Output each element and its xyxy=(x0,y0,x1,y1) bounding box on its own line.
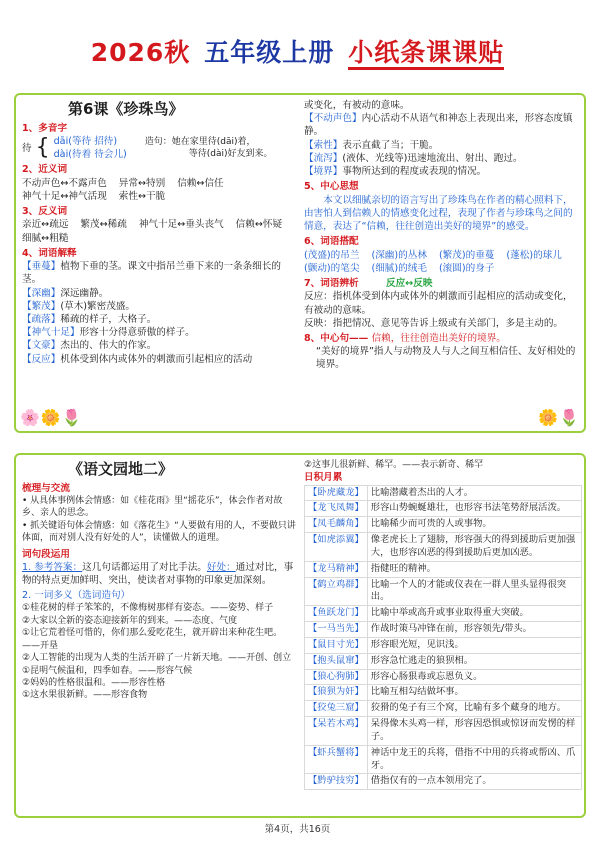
page-footer: 第4页，共16页 xyxy=(264,824,331,835)
synonym-item: 神气十足↔神气活现 xyxy=(22,190,107,202)
glossary-item xyxy=(22,300,298,313)
key-sentence-heading: 8、中心句—— xyxy=(304,332,369,344)
idiom-def: 形容心肠狠毒或忘恩负义。 xyxy=(367,669,581,685)
idiom-term: 【狼心狗肺】 xyxy=(305,669,368,685)
antonym-item: 亲近↔疏远 xyxy=(22,219,69,231)
flower-decoration-icon: 🌼🌷 xyxy=(538,408,580,427)
answer-benefit: 通过对比，事物的特点更加鲜明、突出，使读者对事物的印象更加深刻。 xyxy=(22,561,294,587)
answer-text: 这几句话都运用了对比手法。 xyxy=(82,561,207,573)
idiom-term: 【狡兔三窟】 xyxy=(305,701,368,717)
garden-right-column xyxy=(304,459,582,815)
idiom-def: 像老虎长上了翅膀，形容强大的得到援助后更加强大，也形容凶恶的得到援助后更加凶恶。 xyxy=(367,533,581,562)
glossary-item xyxy=(304,112,582,138)
idiom-def: 比喻中举或高升或事业取得重大突破。 xyxy=(367,606,581,622)
idiom-def: 比喻潜藏着杰出的人才。 xyxy=(367,485,581,501)
glossary-term: 【疏落】 xyxy=(22,313,61,325)
glossary-def: 表示直截了当；干脆。 xyxy=(342,139,439,151)
idiom-def: 借指仅有的一点本领用完了。 xyxy=(367,774,581,790)
table-row xyxy=(305,745,582,774)
words-heading: 词句段运用 xyxy=(22,548,70,560)
analysis-heading-row xyxy=(304,277,582,290)
idiom-term: 【龙马精神】 xyxy=(305,561,368,577)
synonyms-heading: 2、近义词 xyxy=(22,164,68,176)
brace-icon: { xyxy=(35,135,50,161)
glossary-term: 【神气十足】 xyxy=(22,327,80,339)
table-row xyxy=(305,622,582,638)
lesson6-right-column xyxy=(304,99,582,429)
glossary-item xyxy=(22,287,298,300)
idioms-table xyxy=(304,485,582,791)
glossary-term: 【深幽】 xyxy=(22,287,61,299)
garden-left-column xyxy=(22,459,298,815)
glossary-def: 杰出的、伟大的作家。 xyxy=(60,340,157,352)
antonym-item: 繁茂↔稀疏 xyxy=(80,219,127,231)
lesson6-title: 第6课《珍珠鸟》 xyxy=(68,100,184,118)
flower-decoration-icon: 🌸🌼🌷 xyxy=(20,408,83,427)
glossary-def: (液体、光线等)迅速地流出、射出、跑过。 xyxy=(342,152,523,164)
key-sentence-row xyxy=(304,332,582,345)
analysis-pair: 反应↔反映 xyxy=(386,278,433,290)
title-series: 小纸条课课贴 xyxy=(348,38,504,70)
idiom-def: 狡猾的兔子有三个窝，比喻有多个藏身的地方。 xyxy=(367,701,581,717)
table-row xyxy=(305,561,582,577)
page-title xyxy=(0,36,595,71)
glossary-def: 形容十分得意骄傲的样子。 xyxy=(79,327,195,339)
table-row xyxy=(305,701,582,717)
glossary-def: 稀疏的样子，大格子。 xyxy=(60,313,157,325)
glossary-def: 事物所达到的程度或表现的情况。 xyxy=(342,166,487,178)
example-sentence: ①昆明气候温和，四季如春。——形容气候 xyxy=(22,665,193,676)
glossary-term: 【反应】 xyxy=(22,353,61,365)
answer-label: 1. 参考答案： xyxy=(22,561,83,573)
glossary-term: 【索性】 xyxy=(304,139,343,151)
idiom-term: 【卧虎藏龙】 xyxy=(305,485,368,501)
idiom-term: 【凤毛麟角】 xyxy=(305,517,368,533)
analysis-text-1: 反应：指机体受到体内或体外的刺激而引起相应的活动或变化，有被动的意味。 xyxy=(304,291,573,316)
example-sentence: ①让它荒着怪可惜的，你们那么爱吃花生，就开辟出来种花生吧。——开垦 xyxy=(22,628,283,651)
garden-title: 《语文园地二》 xyxy=(68,460,174,478)
glossary-item xyxy=(22,313,298,326)
glossary-term: 【流泻】 xyxy=(304,152,343,164)
collocation-item: (深幽)的丛林 xyxy=(371,249,427,261)
exchange-bullet-1: • 从具体事例体会情感：如《桂花雨》里“摇花乐”，体会作者对故乡、亲人的思念。 xyxy=(22,495,283,519)
idiom-term: 【抱头鼠窜】 xyxy=(305,653,368,669)
key-sentence-explain: “美好的境界”指人与动物及人与人之间互相信任、友好相处的境界。 xyxy=(316,346,576,371)
glossary-term: 【不动声色】 xyxy=(304,113,362,125)
exchange-heading: 梳理与交流 xyxy=(22,482,70,494)
polyphone-reading-1: dāi(等待 招待) xyxy=(53,135,118,147)
idiom-def: 呆得像木头鸡一样，形容因恐惧或惊讶而发愣的样子。 xyxy=(367,717,581,746)
idiom-term: 【一马当先】 xyxy=(305,622,368,638)
example-sentence: ②人工智能的出现为人类的生活开辟了一片新天地。——开创、创立 xyxy=(22,653,292,664)
collocation-item: (茂盛)的吊兰 xyxy=(304,249,360,261)
antonyms-heading: 3、反义词 xyxy=(22,206,68,218)
analysis-text-2: 反映：指把情况、意见等告诉上级或有关部门，多是主动的。 xyxy=(304,317,564,329)
example-sentence: ②这事儿很新鲜、稀罕。——表示新奇、稀罕 xyxy=(304,460,484,470)
idiom-term: 【呆若木鸡】 xyxy=(305,717,368,746)
idiom-term: 【如虎添翼】 xyxy=(305,533,368,562)
synonym-item: 信赖↔信任 xyxy=(177,177,224,189)
antonym-item: 细腻↔粗糙 xyxy=(22,232,69,244)
idiom-def: 比喻互相勾结做坏事。 xyxy=(367,685,581,701)
table-row xyxy=(305,653,582,669)
lesson6-panel xyxy=(14,93,586,433)
polyphone-readings xyxy=(54,135,127,161)
glossary-term: 【繁茂】 xyxy=(22,300,61,312)
glossary-item xyxy=(22,339,298,352)
garden-panel xyxy=(14,453,586,818)
polyphone-sentence-2: 等待(dài)好友到来。 xyxy=(188,149,273,160)
collocation-item: (蓬松)的球儿 xyxy=(506,249,562,261)
idioms-heading: 日积月累 xyxy=(304,472,343,484)
glossary-def: 植物下垂的茎。课文中指吊兰垂下来的一条条细长的茎。 xyxy=(22,261,282,286)
glossary-def: (草木)繁密茂盛。 xyxy=(60,300,136,312)
table-row xyxy=(305,774,582,790)
answer-benefit-label: 好处： xyxy=(206,561,236,573)
glossary-item xyxy=(304,152,582,165)
example-sentence: ②大家以全新的姿态迎接新年的到来。——态度、气度 xyxy=(22,615,238,626)
idiom-term: 【虾兵蟹将】 xyxy=(305,745,368,774)
antonyms-list xyxy=(22,218,298,244)
polyphone-sentence-1: 造句：她在家里待(dāi)着， xyxy=(144,136,256,147)
idiom-def: 形容急忙逃走的狼狈相。 xyxy=(367,653,581,669)
glossary-def: 机体受到体内或体外的刺激而引起相应的活动 xyxy=(60,353,253,365)
glossary-item xyxy=(304,165,582,178)
collocation-item: (滚圆)的身子 xyxy=(438,262,495,274)
polyphone-sentence xyxy=(145,136,273,161)
synonym-item: 异常↔特别 xyxy=(118,177,166,189)
idiom-def: 作战时策马冲锋在前，形容领先/带头。 xyxy=(367,622,581,638)
key-sentence-quote: 信赖，往往创造出美好的境界。 xyxy=(371,332,506,344)
collocation-item: (细腻)的绒毛 xyxy=(371,262,427,274)
lesson6-left-column xyxy=(22,99,298,429)
collocation-item: (颤动)的笔尖 xyxy=(304,262,360,274)
glossary-item xyxy=(22,326,298,339)
collocation-heading: 6、词语搭配 xyxy=(304,236,359,248)
idiom-def: 指健旺的精神。 xyxy=(367,561,581,577)
glossary-continued: 或变化，有被动的意味。 xyxy=(304,100,410,111)
example-sentence: ①桂花树的样子笨笨的，不像梅树那样有姿态。——姿势、样子 xyxy=(22,603,274,614)
glossary-term: 【文豪】 xyxy=(22,340,61,352)
polyphone-block xyxy=(22,135,298,161)
analysis-heading: 7、词语辨析 xyxy=(304,278,359,290)
table-row xyxy=(305,606,582,622)
antonym-item: 神气十足↔垂头丧气 xyxy=(138,219,224,231)
glossary-heading: 4、词语解释 xyxy=(22,247,77,259)
table-row xyxy=(305,685,582,701)
collocation-list xyxy=(304,249,582,275)
glossary-def: 深远幽静。 xyxy=(60,287,109,299)
table-row xyxy=(305,501,582,517)
idiom-term: 【龙飞凤舞】 xyxy=(305,501,368,517)
glossary-term: 【垂蔓】 xyxy=(22,261,61,273)
idiom-term: 【狼狈为奸】 xyxy=(305,685,368,701)
idiom-def: 形容山势蜿蜒雄壮，也形容书法笔势舒展活泼。 xyxy=(367,501,581,517)
idiom-term: 【黔驴技穷】 xyxy=(305,774,368,790)
antonym-item: 信赖↔怀疑 xyxy=(235,219,283,231)
idiom-def: 比喻一个人的才能或仪表在一群人里头显得很突出。 xyxy=(367,577,581,606)
theme-text: 本文以细腻亲切的语言写出了珍珠鸟在作者的精心照料下，由害怕人到信赖人的情感变化过程，表现了作者与珍珠鸟之间的情意，表达了“信赖，往往创造出美好的境界”的感受。 xyxy=(304,194,573,233)
glossary-term: 【境界】 xyxy=(304,166,343,178)
glossary-item xyxy=(22,353,298,366)
table-row xyxy=(305,533,582,562)
polyphone-heading: 1、多音字 xyxy=(22,122,68,134)
idiom-def: 神话中龙王的兵将，借指不中用的兵将或帮凶、爪牙。 xyxy=(367,745,581,774)
example-sentence: ②妈妈的性格很温和。——形容性格 xyxy=(22,677,166,688)
glossary-item xyxy=(22,260,298,286)
polyphone-reading-2: dài(待着 待会儿) xyxy=(53,149,127,161)
title-grade: 五年级上册 xyxy=(204,38,335,67)
polyphone-char: 待 xyxy=(22,142,32,154)
idiom-term: 【鱼跃龙门】 xyxy=(305,606,368,622)
table-row xyxy=(305,669,582,685)
collocation-item: (繁茂)的垂蔓 xyxy=(438,249,495,261)
table-row xyxy=(305,517,582,533)
table-row xyxy=(305,485,582,501)
glossary-def: 内心活动不从语气和神态上表现出来，形容态度镇静。 xyxy=(304,113,573,138)
title-year: 2026秋 xyxy=(90,38,191,67)
theme-heading: 5、中心思想 xyxy=(304,181,359,193)
exchange-bullet-2: • 抓关键语句体会情感：如《落花生》“人要做有用的人，不要做只讲体面，而对别人没有好处的人”，读懂做人的道理。 xyxy=(22,520,296,544)
table-row xyxy=(305,637,582,653)
synonym-item: 不动声色↔不露声色 xyxy=(22,177,107,189)
idiom-def: 比喻稀少而可贵的人或事物。 xyxy=(367,517,581,533)
table-row xyxy=(305,717,582,746)
synonym-item: 索性↔干脆 xyxy=(118,190,166,202)
answer-paragraph xyxy=(22,561,298,587)
idiom-term: 【鹤立鸡群】 xyxy=(305,577,368,606)
synonyms-list xyxy=(22,177,298,203)
example-sentence: ①这水果很新鲜。——形容食物 xyxy=(22,690,148,701)
polysemy-heading: 2. 一词多义（选词造句） xyxy=(22,590,131,602)
idiom-term: 【鼠目寸光】 xyxy=(305,637,368,653)
table-row xyxy=(305,577,582,606)
glossary-item xyxy=(304,139,582,152)
idiom-def: 形容眼光短，见识浅。 xyxy=(367,637,581,653)
